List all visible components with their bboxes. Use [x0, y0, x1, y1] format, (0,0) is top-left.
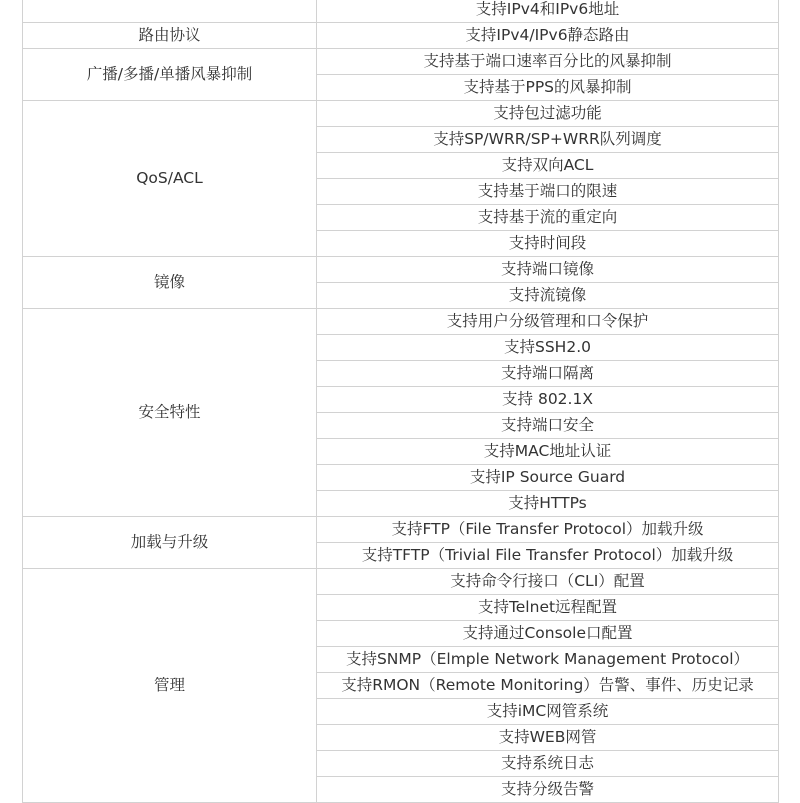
feature-cell: 支持命令行接口（CLI）配置 — [317, 569, 779, 595]
table-row — [23, 23, 779, 49]
feature-cell: 支持基于端口速率百分比的风暴抑制 — [317, 49, 779, 75]
table-row — [23, 517, 779, 543]
feature-cell: 支持IPv4/IPv6静态路由 — [317, 23, 779, 49]
feature-cell: 支持基于流的重定向 — [317, 205, 779, 231]
feature-cell: 支持WEB网管 — [317, 725, 779, 751]
category-cell: 镜像 — [23, 257, 317, 309]
table-row — [23, 0, 779, 23]
category-cell: 路由协议 — [23, 23, 317, 49]
feature-cell: 支持基于PPS的风暴抑制 — [317, 75, 779, 101]
feature-cell: 支持端口镜像 — [317, 257, 779, 283]
feature-cell: 支持用户分级管理和口令保护 — [317, 309, 779, 335]
feature-cell: 支持通过Console口配置 — [317, 621, 779, 647]
feature-cell: 支持MAC地址认证 — [317, 439, 779, 465]
feature-cell: 支持TFTP（Trivial File Transfer Protocol）加载升级 — [317, 543, 779, 569]
feature-cell: 支持IPv4和IPv6地址 — [317, 0, 779, 23]
feature-cell: 支持SNMP（Elmple Network Management Protocol） — [317, 647, 779, 673]
category-cell: QoS/ACL — [23, 101, 317, 257]
feature-cell: 支持IP Source Guard — [317, 465, 779, 491]
category-cell: 加载与升级 — [23, 517, 317, 569]
table-row — [23, 257, 779, 283]
category-cell — [23, 0, 317, 23]
feature-cell: 支持iMC网管系统 — [317, 699, 779, 725]
category-cell: 广播/多播/单播风暴抑制 — [23, 49, 317, 101]
spec-table-body — [23, 0, 779, 803]
feature-cell: 支持SSH2.0 — [317, 335, 779, 361]
spec-table — [22, 0, 779, 803]
feature-cell: 支持时间段 — [317, 231, 779, 257]
feature-cell: 支持SP/WRR/SP+WRR队列调度 — [317, 127, 779, 153]
table-row — [23, 101, 779, 127]
category-cell: 管理 — [23, 569, 317, 803]
feature-cell: 支持HTTPs — [317, 491, 779, 517]
table-row — [23, 49, 779, 75]
table-row — [23, 569, 779, 595]
feature-cell: 支持RMON（Remote Monitoring）告警、事件、历史记录 — [317, 673, 779, 699]
feature-cell: 支持FTP（File Transfer Protocol）加载升级 — [317, 517, 779, 543]
feature-cell: 支持流镜像 — [317, 283, 779, 309]
feature-cell: 支持基于端口的限速 — [317, 179, 779, 205]
feature-cell: 支持分级告警 — [317, 777, 779, 803]
feature-cell: 支持 802.1X — [317, 387, 779, 413]
feature-cell: 支持包过滤功能 — [317, 101, 779, 127]
feature-cell: 支持系统日志 — [317, 751, 779, 777]
feature-cell: 支持端口安全 — [317, 413, 779, 439]
category-cell: 安全特性 — [23, 309, 317, 517]
feature-cell: 支持Telnet远程配置 — [317, 595, 779, 621]
feature-cell: 支持端口隔离 — [317, 361, 779, 387]
table-row — [23, 309, 779, 335]
feature-cell: 支持双向ACL — [317, 153, 779, 179]
